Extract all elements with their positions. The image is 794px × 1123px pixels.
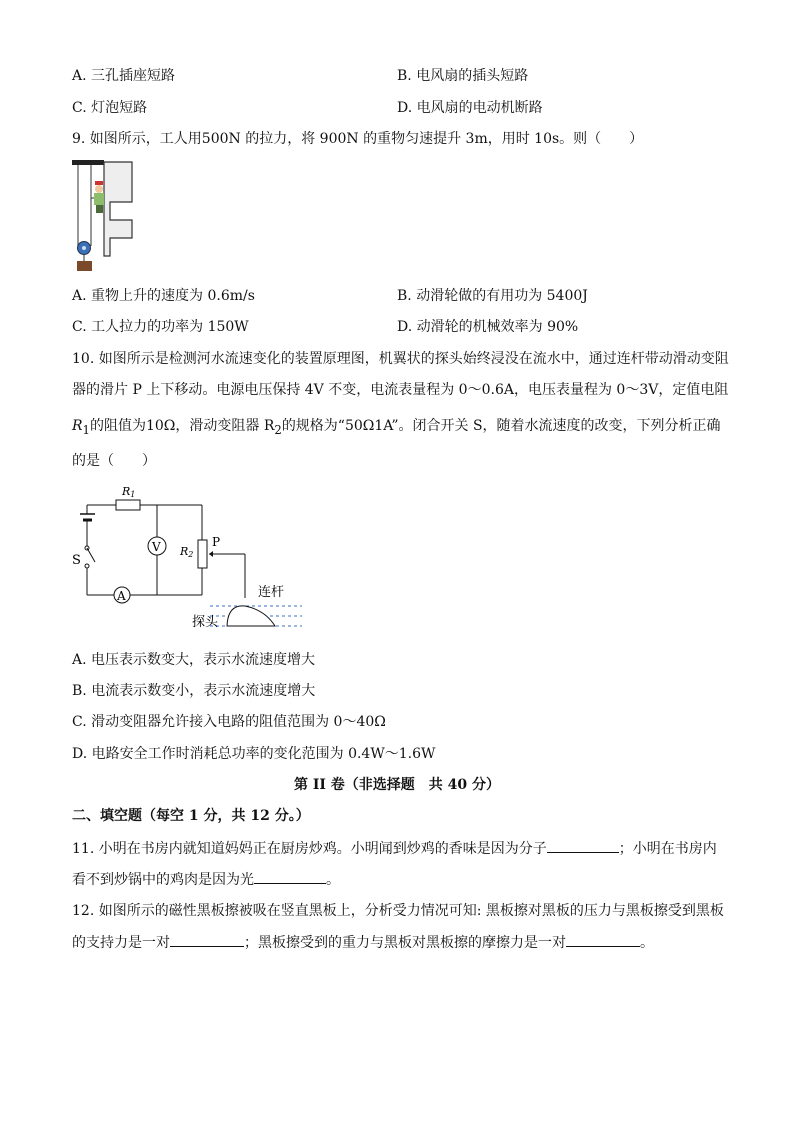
q9-option-a: A. 重物上升的速度为 0.6m/s: [72, 288, 255, 304]
switch-label: S: [72, 553, 81, 568]
weight-icon: [77, 261, 92, 271]
svg-text:V: V: [152, 540, 161, 554]
q11-blank-1[interactable]: [547, 838, 619, 853]
resistor-r1: [116, 500, 140, 510]
q10-option-d: D. 电路安全工作时消耗总功率的变化范围为 0.4W～1.6W: [72, 746, 436, 762]
q9-option-d: D. 动滑轮的机械效率为 90%: [397, 319, 579, 335]
r1-label: R1: [122, 485, 136, 499]
q8-option-d: D. 电风扇的电动机断路: [397, 100, 543, 116]
q9-option-c: C. 工人拉力的功率为 150W: [72, 319, 249, 335]
worker-icon: [94, 181, 104, 213]
q11-line2: 看不到炒锅中的鸡肉是因为光 。: [72, 869, 340, 890]
q10-option-a: A. 电压表示数变大，表示水流速度增大: [72, 652, 316, 668]
probe-label: 探头: [192, 615, 219, 630]
q8-option-a: A. 三孔插座短路: [72, 68, 176, 84]
slider-p-label: P: [212, 535, 221, 549]
q9-stem: 9. 如图所示，工人用500N 的拉力，将 900N 的重物匀速提升 3m，用时 10s。则（ ）: [72, 131, 644, 147]
resistor-r2: [198, 540, 207, 568]
q12-blank-1[interactable]: [170, 932, 244, 947]
section-heading: 二、填空题（每空 1 分，共 12 分。）: [72, 808, 310, 824]
pulley-icon: [78, 242, 91, 255]
q10-stem-line1: 10. 如图所示是检测河水流速变化的装置原理图，机翼状的探头始终浸没在流水中，通过连杆带动滑动变阻: [72, 351, 729, 367]
q9-option-b: B. 动滑轮做的有用功为 5400J: [397, 288, 588, 304]
q10-circuit-figure: [70, 478, 310, 636]
q9-pulley-figure: [72, 158, 134, 274]
q10-option-b: B. 电流表示数变小，表示水流速度增大: [72, 683, 316, 699]
q12-line1: 12. 如图所示的磁性黑板擦被吸在竖直黑板上，分析受力情况可知: 黑板擦对黑板的压力与黑板擦受到黑板: [72, 903, 724, 919]
q12-blank-2[interactable]: [566, 932, 640, 947]
q8-option-b: B. 电风扇的插头短路: [397, 68, 529, 84]
q10-stem-line4: 的是（ ）: [72, 453, 156, 469]
probe-icon: [227, 606, 275, 626]
q12-line2: 的支持力是一对 ；黑板擦受到的重力与黑板对黑板擦的摩擦力是一对 。: [72, 932, 654, 953]
q11-line1: 11. 小明在书房内就知道妈妈正在厨房炒鸡。小明闻到炒鸡的香味是因为分子 ；小明在书房内: [72, 838, 717, 859]
r2-label: R2: [180, 545, 194, 559]
section-title: 第 II 卷（非选择题 共 40 分）: [293, 777, 501, 793]
q8-option-c: C. 灯泡短路: [72, 100, 148, 116]
q11-blank-2[interactable]: [254, 869, 326, 884]
rod-label: 连杆: [258, 585, 285, 600]
svg-text:A: A: [117, 589, 126, 603]
q10-stem-line2: 器的滑片 P 上下移动。电源电压保持 4V 不变，电流表量程为 0～0.6A，电压表量程为 0～3V，定值电阻: [72, 382, 729, 398]
q10-stem-line3: $R_1$的阻值为10Ω，滑动变阻器 $R_2$的规格为“50Ω1A”。闭合开关 S，随着水流速度的改变，下列分析正确: [72, 418, 721, 437]
q10-option-c: C. 滑动变阻器允许接入电路的阻值范围为 0～40Ω: [72, 714, 386, 730]
